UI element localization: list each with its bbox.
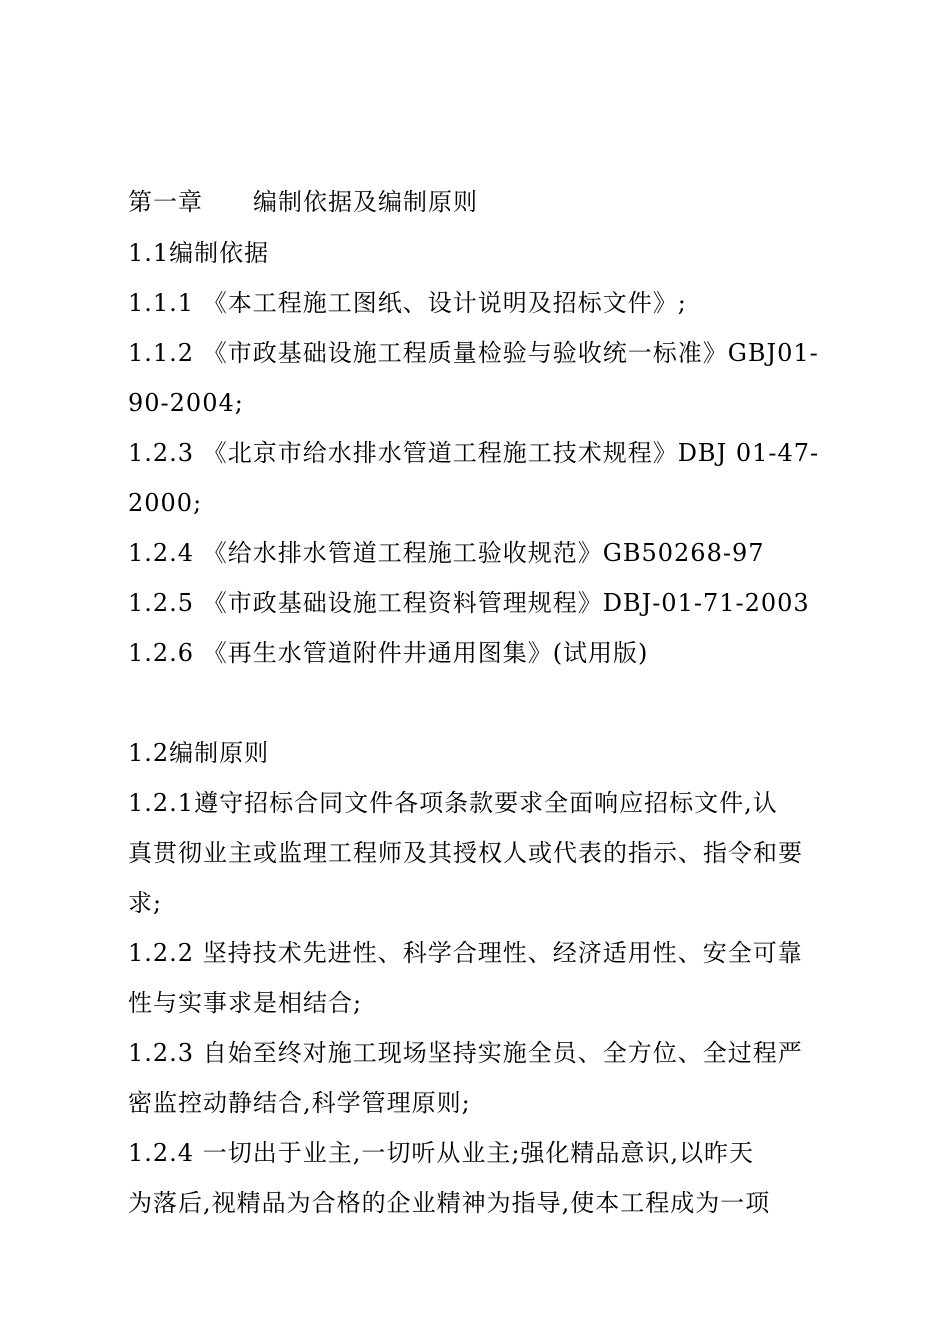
basis-item-continued: 90-2004;: [128, 389, 244, 417]
section-heading-principles: 1.2编制原则: [128, 739, 270, 767]
chapter-title: 第一章 编制依据及编制原则: [128, 188, 478, 216]
principle-line: 求;: [128, 889, 163, 917]
principle-line: 性与实事求是相结合;: [128, 989, 363, 1017]
basis-item: 1.1.2 《市政基础设施工程质量检验与验收统一标准》GBJ01-: [128, 339, 819, 367]
basis-item: 1.2.3 《北京市给水排水管道工程施工技术规程》DBJ 01-47-: [128, 439, 820, 467]
principle-line: 真贯彻业主或监理工程师及其授权人或代表的指示、指令和要: [128, 839, 803, 867]
principle-line: 为落后,视精品为合格的企业精神为指导,使本工程成为一项: [128, 1189, 771, 1217]
section-heading-basis: 1.1编制依据: [128, 239, 270, 267]
basis-item: 1.2.4 《给水排水管道工程施工验收规范》GB50268-97: [128, 539, 765, 567]
principle-line: 1.2.3 自始至终对施工现场坚持实施全员、全方位、全过程严: [128, 1039, 803, 1067]
principle-line: 密监控动静结合,科学管理原则;: [128, 1089, 471, 1117]
principle-line: 1.2.2 坚持技术先进性、科学合理性、经济适用性、安全可靠: [128, 939, 803, 967]
principle-line: 1.2.1遵守招标合同文件各项条款要求全面响应招标文件,认: [128, 789, 778, 817]
basis-item: 1.1.1 《本工程施工图纸、设计说明及招标文件》;: [128, 289, 687, 317]
principle-line: 1.2.4 一切出于业主,一切听从业主;强化精品意识,以昨天: [128, 1139, 755, 1167]
basis-item: 1.2.5 《市政基础设施工程资料管理规程》DBJ-01-71-2003: [128, 589, 810, 617]
basis-item: 1.2.6 《再生水管道附件井通用图集》(试用版): [128, 639, 649, 667]
basis-item-continued: 2000;: [128, 489, 203, 517]
